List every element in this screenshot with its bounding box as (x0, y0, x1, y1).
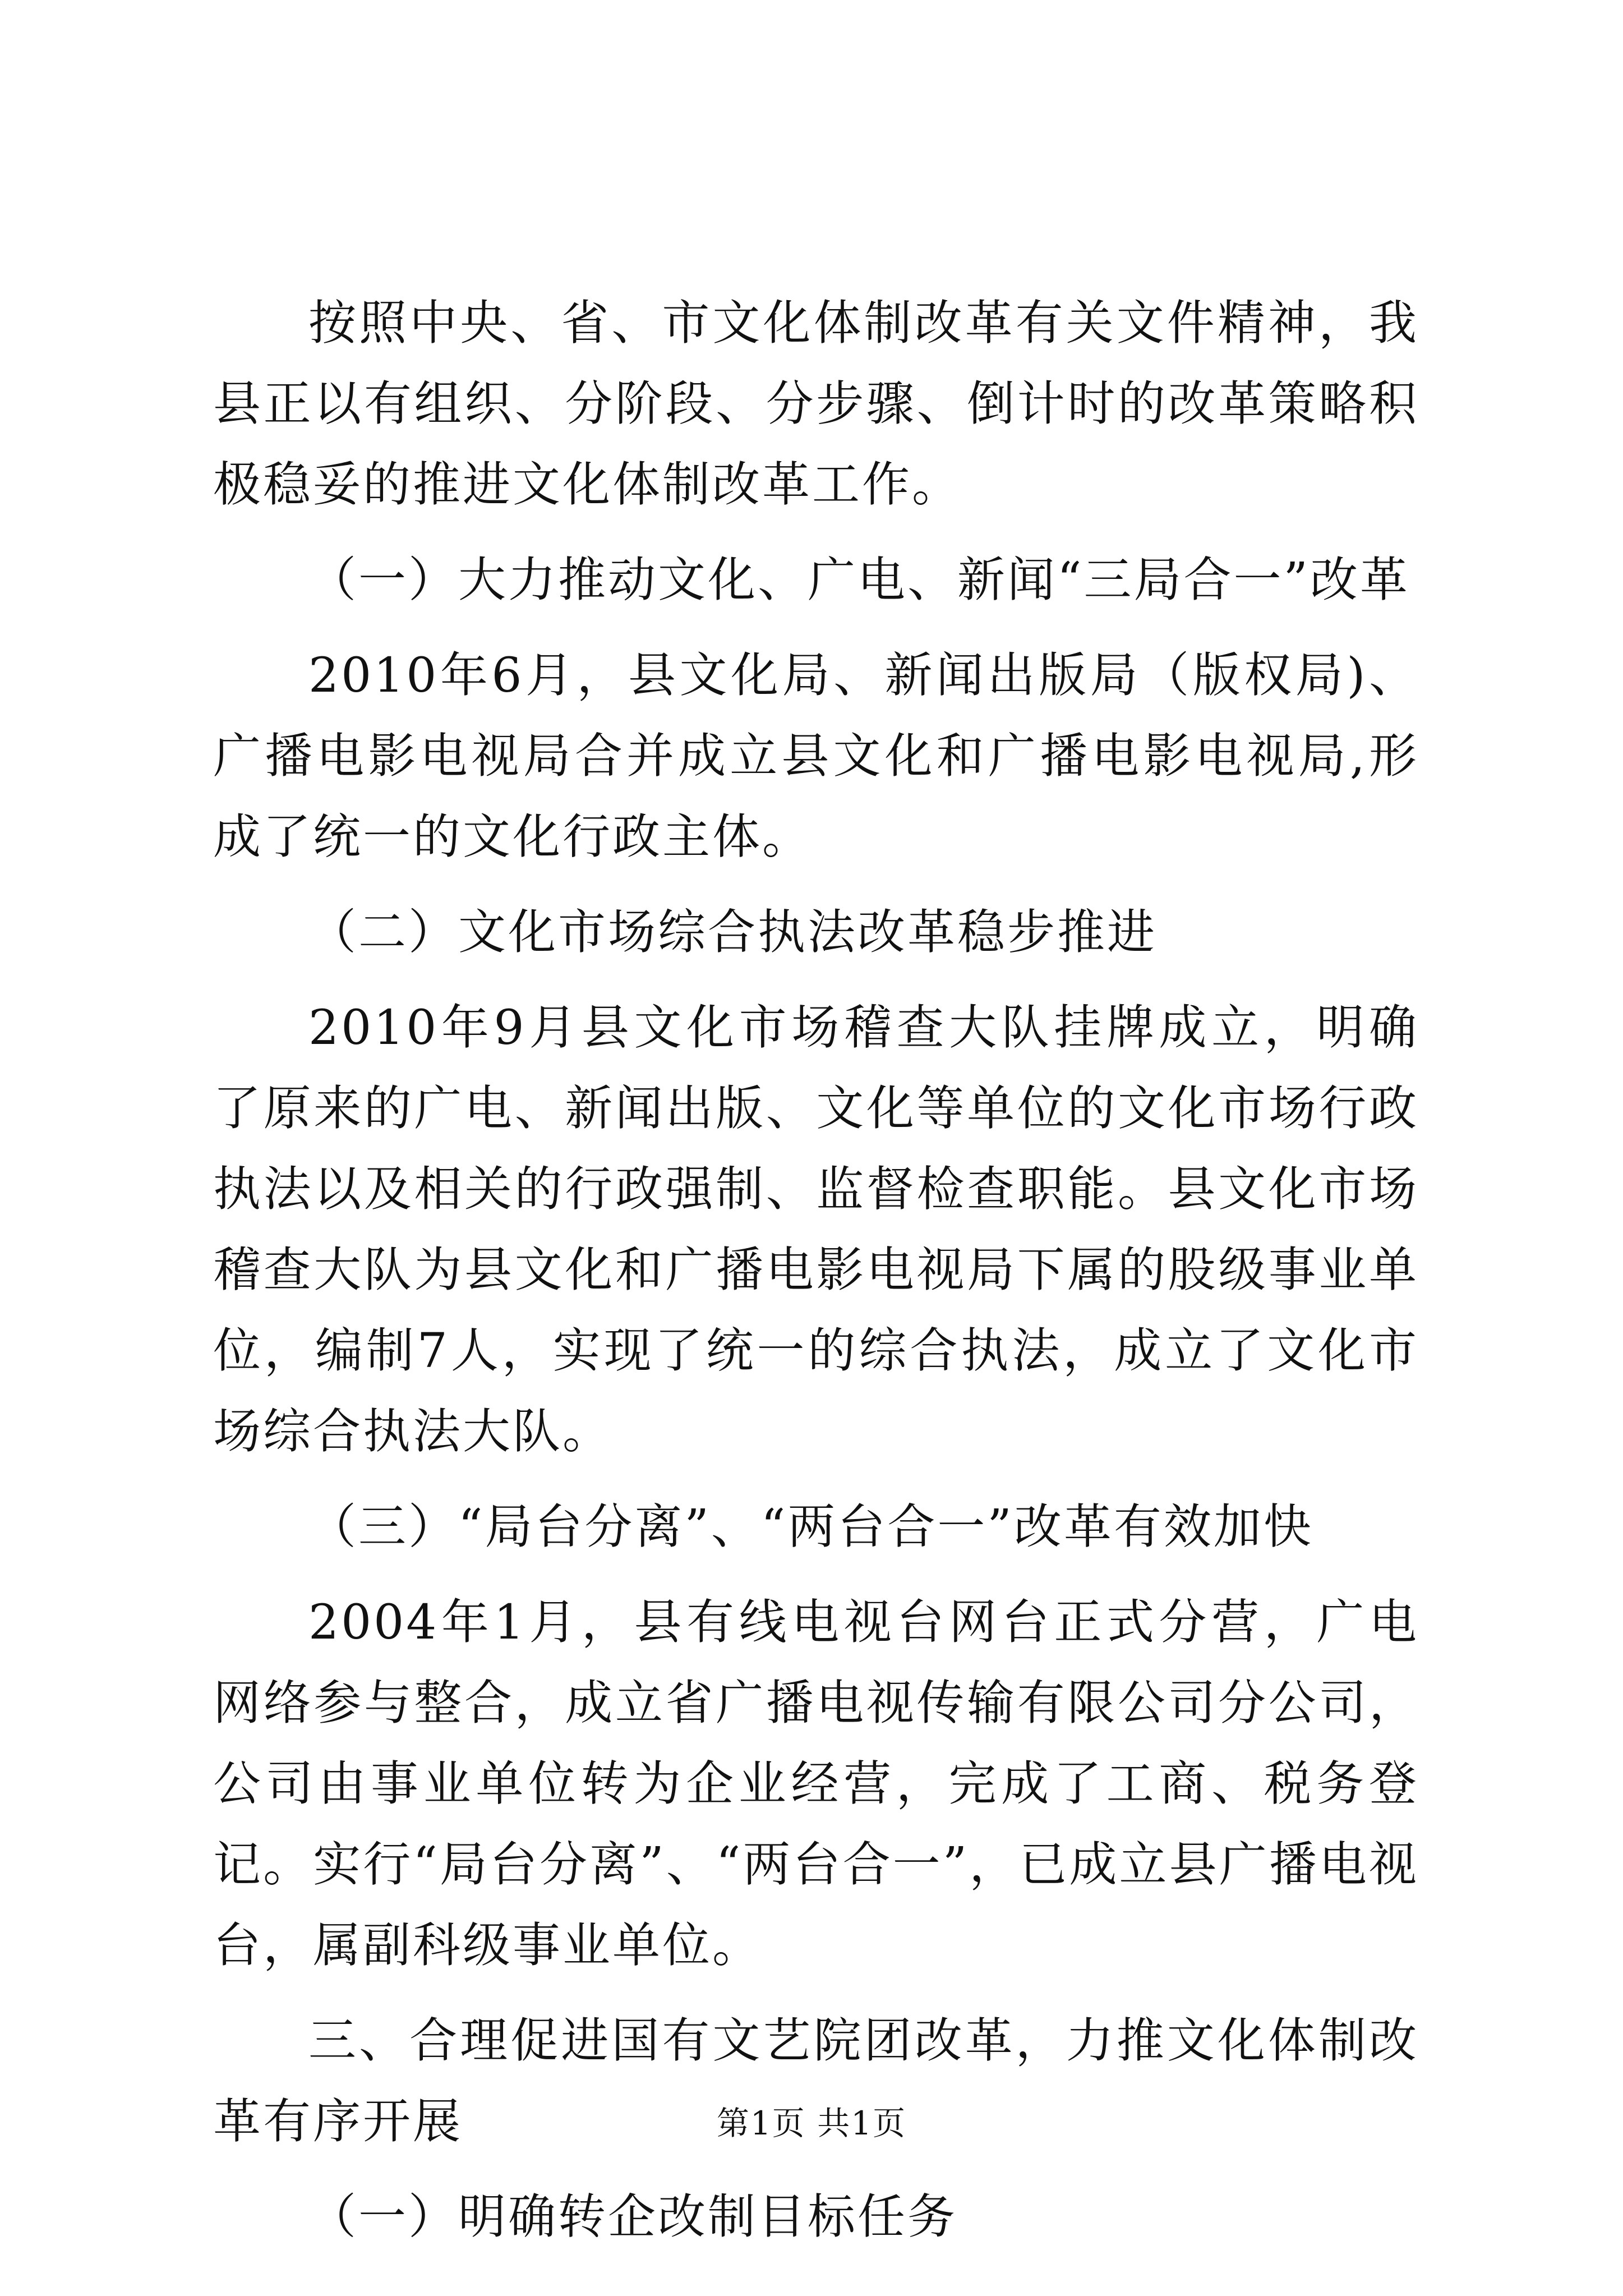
paragraph-section-three: 三、合理促进国有文艺院团改革，力推文化体制改革有序开展 (213, 2013, 1419, 2150)
paragraph-broadcast: 2004年1月，县有线电视台网台正式分营，广电网络参与整合，成立省广播电视传输有限公司分公司，公司由事业单位转为企业经营，完成了工商、税务登记。实行“局台分离”、“两台合一”，已成立县广播电视台，属副科级事业单位。 (213, 1595, 1419, 1973)
page-footer: 第1页 共1页 (716, 2104, 907, 2142)
paragraph-intro: 按照中央、省、市文化体制改革有关文件精神，我县正以有组织、分阶段、分步骤、倒计时的改革策略积极稳妥的推进文化体制改革工作。 (213, 296, 1419, 513)
paragraph-enforcement: 2010年9月县文化市场稽查大队挂牌成立，明确了原来的广电、新闻出版、文化等单位的文化市场行政执法以及相关的行政强制、监督检查职能。县文化市场稽查大队为县文化和广播电影电视局下属的股级事业单位，编制7人，实现了统一的综合执法，成立了文化市场综合执法大队。 (213, 1000, 1419, 1460)
paragraph-merger: 2010年6月，县文化局、新闻出版局（版权局)、广播电影电视局合并成立县文化和广播电影电视局,形成了统一的文化行政主体。 (213, 648, 1419, 865)
section-heading-2: （二）文化市场综合执法改革稳步推进 (308, 905, 1158, 960)
section-heading-1: （一）大力推动文化、广电、新闻“三局合一”改革 (308, 553, 1410, 608)
section-heading-3: （三）“局台分离”、“两台合一”改革有效加快 (308, 1499, 1313, 1555)
document-body (213, 283, 1419, 2272)
section-heading-4: （一）明确转企改制目标任务 (308, 2189, 958, 2245)
